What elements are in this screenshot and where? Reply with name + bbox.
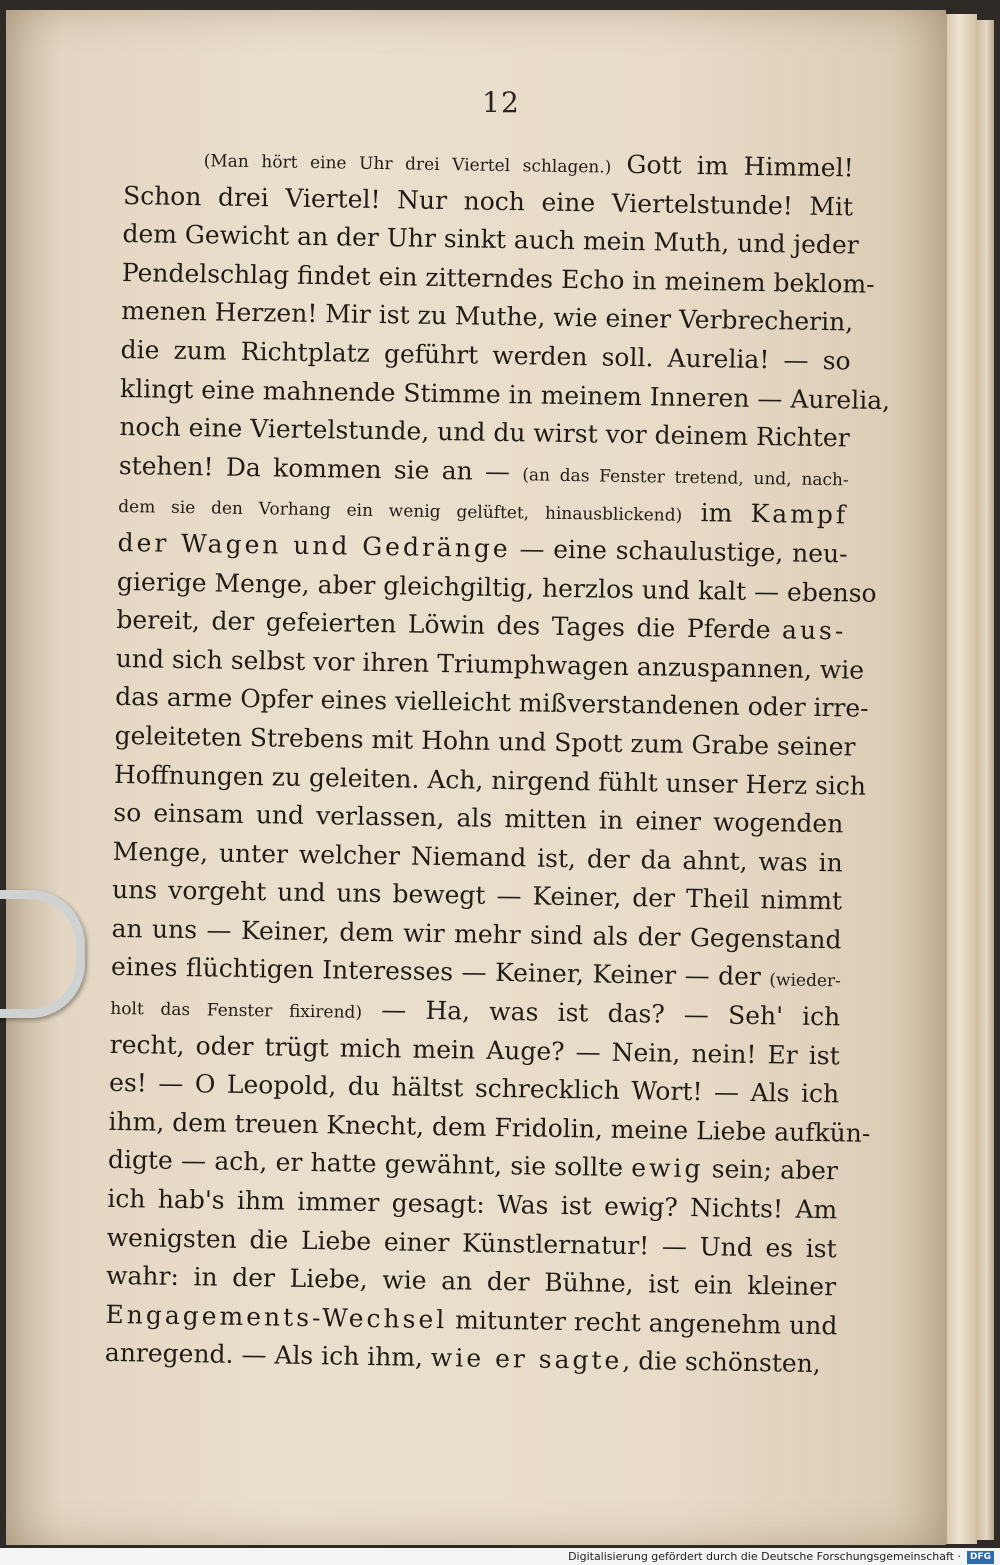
text-line: ihm, dem treuen Knecht, dem Fridolin, meine Liebe aufkün- xyxy=(108,1106,871,1148)
text-line: das arme Opfer eines vielleicht mißverstandenen oder irre- xyxy=(114,682,869,724)
stage-direction: (an das Fenster tretend, und, nach- xyxy=(522,465,849,491)
book-page xyxy=(6,10,946,1545)
emphasis-text: wie er sagte xyxy=(430,1343,623,1376)
page-stack-edge-outer xyxy=(976,20,994,1540)
text-line: recht, oder trügt mich mein Auge? — Nein, nein! Er ist xyxy=(109,1029,840,1071)
text-line: an uns — Keiner, dem wir mehr sind als der Gegenstand xyxy=(111,913,842,955)
text-line: wahr: in der Liebe, wie an der Bühne, ist ein kleiner xyxy=(105,1261,837,1302)
page-number: 12 xyxy=(482,86,520,119)
stage-direction: (wieder- xyxy=(769,970,841,992)
text-segment: im xyxy=(682,498,751,529)
text-segment: anregend. — Als ich ihm, xyxy=(104,1338,432,1373)
text-line: klingt eine mahnende Stimme in meinem Inneren — Aurelia, xyxy=(119,373,891,415)
text-line: so einsam und verlassen, als mitten in einer wogenden xyxy=(113,798,844,839)
text-line: Hoffnungen zu geleiten. Ach, nirgend fühlt unser Herz sich xyxy=(113,759,867,801)
stage-direction: dem sie den Vorhang ein wenig gelüftet, hinausblickend) xyxy=(118,497,683,527)
emphasis-text: aus- xyxy=(781,615,847,646)
text-line: Schon drei Viertel! Nur noch eine Viertelstunde! Mit xyxy=(122,180,854,222)
stage-direction: holt das Fenster fixirend) xyxy=(110,998,363,1023)
text-segment: digte — ach, er hatte gewähnt, sie sollte xyxy=(107,1145,632,1183)
text-line: geleiteten Strebens mit Hohn und Spott zum Grabe seiner xyxy=(114,720,856,762)
text-line: Menge, unter welcher Niemand ist, der da ahnt, was in xyxy=(112,836,843,878)
text-line: und sich selbst vor ihren Triumphwagen anzuspannen, wie xyxy=(115,643,865,685)
text-line: gierige Menge, aber gleichgiltig, herzlos und kalt — ebenso xyxy=(116,566,877,608)
footer-credit: Digitalisierung gefördert durch die Deutsche Forschungsgemeinschaft · xyxy=(568,1550,961,1563)
stage-direction: (Man hört eine Uhr drei Viertel schlagen.) xyxy=(203,151,612,178)
text-segment: sein; aber xyxy=(703,1154,839,1186)
text-segment: — eine schaulustige, neu- xyxy=(510,534,848,569)
text-line: Pendelschlag findet ein zitterndes Echo in meinem beklom- xyxy=(121,257,875,299)
emphasis-text: Kampf xyxy=(750,499,849,530)
text-segment: , die schönsten, xyxy=(622,1346,821,1379)
text-line: es! — O Leopold, du hältst schrecklich Wort! — Als ich xyxy=(108,1068,840,1109)
emphasis-text: Engagements-Wechsel xyxy=(105,1299,448,1335)
paper-clip xyxy=(0,890,85,1018)
text-segment: — Ha, was ist das? — Seh' ich xyxy=(361,994,841,1032)
text-line: wenigsten die Liebe einer Künstlernatur! — Und es ist xyxy=(106,1222,837,1263)
text-segment: Gott im Himmel! xyxy=(611,149,854,183)
text-line: noch eine Viertelstunde, und du wirst vor deinem Richter xyxy=(119,412,850,453)
text-line: dem Gewicht an der Uhr sinkt auch mein Muth, und jeder xyxy=(122,219,859,260)
text-line: die zum Richtplatz geführt werden soll. Aurelia! — so xyxy=(120,334,851,376)
emphasis-text: ewig xyxy=(631,1153,704,1184)
text-segment: mitunter recht angenehm und xyxy=(447,1305,838,1341)
text-line: uns vorgeht und uns bewegt — Keiner, der Theil nimmt xyxy=(111,875,843,916)
text-line: menen Herzen! Mir ist zu Muthe, wie einer Verbrecherin, xyxy=(121,296,854,337)
text-segment: stehen! Da kommen sie an — xyxy=(118,450,523,487)
emphasis-text: der Wagen und Gedränge xyxy=(117,527,511,564)
text-segment: bereit, der gefeierten Löwin des Tages die Pferde xyxy=(116,605,783,645)
text-line: ich hab's ihm immer gesagt: Was ist ewig? Nichts! Am xyxy=(107,1183,838,1225)
dfg-logo: DFG xyxy=(967,1551,994,1564)
page-stack-edge xyxy=(946,14,977,1544)
digitization-footer xyxy=(0,1548,1000,1565)
body-text xyxy=(104,138,891,1384)
text-segment: eines flüchtigen Interesses — Keiner, Keiner — der xyxy=(110,952,770,992)
